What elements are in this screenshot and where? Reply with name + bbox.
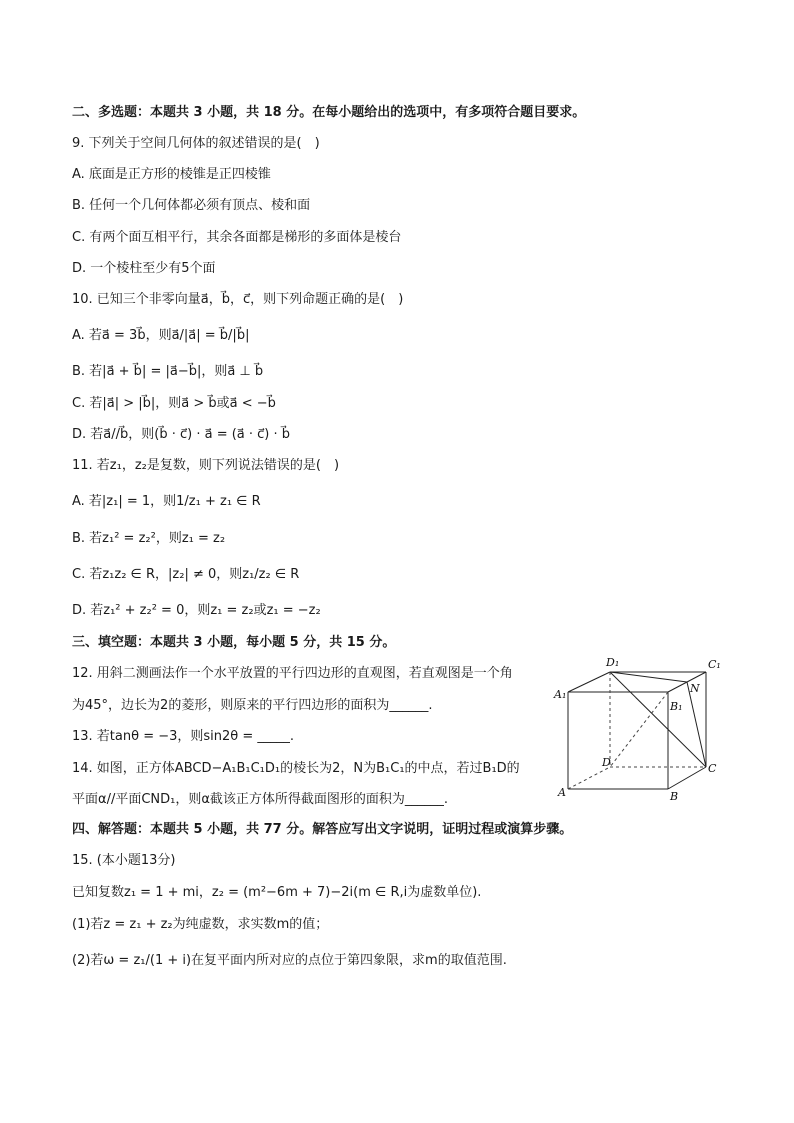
question-15-stem: 已知复数z₁ = 1 + mi，z₂ = (m²−6m + 7)−2i(m ∈ R,i为虚数单位). [72, 885, 482, 900]
question-14-line2: 平面α//平面CND₁，则α截该正方体所得截面图形的面积为______. [72, 792, 449, 807]
edge-a1-d1 [568, 672, 610, 692]
q10-option-c: C. 若|a⃗| > |b⃗|，则a⃗ > b⃗或a⃗ < −b⃗ [72, 396, 276, 411]
label-b1: B₁ [670, 700, 683, 713]
q11-option-c: C. 若z₁z₂ ∈ R，|z₂| ≠ 0，则z₁/z₂ ∈ R [72, 567, 300, 582]
label-b: B [670, 790, 679, 803]
label-c1: C₁ [708, 658, 721, 671]
question-11: 11. 若z₁，z₂是复数，则下列说法错误的是( ) [72, 458, 340, 473]
label-c: C [708, 762, 717, 775]
section-heading-multiple-choice: 二、多选题：本题共 3 小题，共 18 分。在每小题给出的选项中，有多项符合题目要求。 [72, 105, 586, 120]
q9-option-d: D. 一个棱柱至少有5个面 [72, 261, 216, 276]
cube-figure [548, 654, 728, 804]
question-15-part1: (1)若z = z₁ + z₂为纯虚数，求实数m的值； [72, 917, 329, 932]
q10-option-d: D. 若a⃗//b⃗，则(b⃗ · c⃗) · a⃗ = (a⃗ · c⃗) · b⃗ [72, 427, 291, 442]
q11-option-d: D. 若z₁² + z₂² = 0，则z₁ = z₂或z₁ = −z₂ [72, 603, 321, 618]
question-10: 10. 已知三个非零向量a⃗，b⃗，c⃗，则下列命题正确的是( ) [72, 292, 404, 307]
label-a1: A₁ [554, 688, 567, 701]
question-14-line1: 14. 如图，正方体ABCD−A₁B₁C₁D₁的棱长为2，N为B₁C₁的中点，若过B₁D的 [72, 761, 520, 776]
hidden-edge-a-d [568, 767, 610, 789]
q9-option-a: A. 底面是正方形的棱锥是正四棱锥 [72, 167, 271, 182]
label-d: D [602, 756, 611, 769]
label-d1: D₁ [606, 656, 620, 669]
question-15-header: 15. (本小题13分) [72, 853, 176, 868]
question-12-line1: 12. 用斜二测画法作一个水平放置的平行四边形的直观图，若直观图是一个角 [72, 666, 513, 681]
question-13: 13. 若tanθ = −3，则sin2θ = _____. [72, 729, 295, 744]
q10-option-b: B. 若|a⃗ + b⃗| = |a⃗−b⃗|，则a⃗ ⊥ b⃗ [72, 364, 264, 379]
hidden-segment-b1-d [610, 692, 668, 767]
q11-option-b: B. 若z₁² = z₂²，则z₁ = z₂ [72, 531, 226, 546]
section-heading-solution: 四、解答题：本题共 5 小题，共 77 分。解答应写出文字说明，证明过程或演算步骤。 [72, 822, 573, 837]
question-12-line2: 为45°，边长为2的菱形，则原来的平行四边形的面积为______. [72, 698, 433, 713]
question-9: 9. 下列关于空间几何体的叙述错误的是( ) [72, 136, 320, 151]
segment-d1-n [610, 672, 687, 682]
question-15-part2: (2)若ω = z₁/(1 + i)在复平面内所对应的点位于第四象限，求m的取值范围. [72, 953, 507, 968]
q9-option-b: B. 任何一个几何体都必须有顶点、棱和面 [72, 198, 311, 213]
edge-b-c [668, 767, 706, 789]
section-heading-fill-in: 三、填空题：本题共 3 小题，每小题 5 分，共 15 分。 [72, 635, 396, 650]
label-a: A [558, 786, 566, 799]
q10-option-a: A. 若a⃗ = 3b⃗，则a⃗/|a⃗| = b⃗/|b⃗| [72, 328, 250, 343]
q9-option-c: C. 有两个面互相平行，其余各面都是梯形的多面体是棱台 [72, 230, 402, 245]
q11-option-a: A. 若|z₁| = 1，则1/z₁ + z₁ ∈ R [72, 494, 261, 509]
label-n: N [690, 682, 700, 695]
